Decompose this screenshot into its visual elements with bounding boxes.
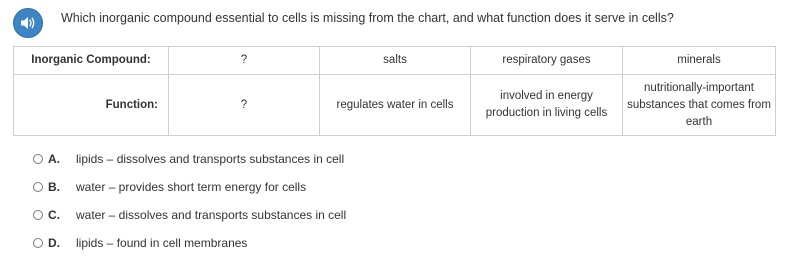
choice-text: water – provides short term energy for cells <box>76 180 307 194</box>
choice-letter: A. <box>48 152 60 166</box>
question-text: Which inorganic compound essential to cells is missing from the chart, and what function does it serve in cells? <box>61 11 674 25</box>
compound-cell: salts <box>320 47 471 75</box>
radio-button[interactable] <box>33 210 43 220</box>
audio-play-button[interactable] <box>13 8 43 38</box>
function-cell: involved in energy production in living cells <box>471 75 623 136</box>
function-cell: ? <box>169 75 320 136</box>
choice-letter: B. <box>48 180 60 194</box>
choice-text: water – dissolves and transports substances in cell <box>76 208 347 222</box>
choice-c[interactable] <box>33 201 346 229</box>
choice-d[interactable] <box>33 229 346 257</box>
radio-button[interactable] <box>33 238 43 248</box>
speaker-icon <box>19 15 37 31</box>
choice-text: lipids – found in cell membranes <box>76 236 248 250</box>
function-cell: nutritionally-important substances that comes from earth <box>623 75 776 136</box>
row-label-compound: Inorganic Compound: <box>14 47 169 75</box>
row-label-function: Function: <box>14 75 169 136</box>
choice-b[interactable] <box>33 173 346 201</box>
choice-text: lipids – dissolves and transports substances in cell <box>76 152 345 166</box>
choice-letter: C. <box>48 208 60 222</box>
radio-button[interactable] <box>33 182 43 192</box>
chart-row-compound <box>14 47 776 75</box>
answer-choices <box>33 145 346 257</box>
compound-cell: respiratory gases <box>471 47 623 75</box>
choice-a[interactable] <box>33 145 346 173</box>
compound-cell: minerals <box>623 47 776 75</box>
radio-button[interactable] <box>33 154 43 164</box>
function-cell: regulates water in cells <box>320 75 471 136</box>
choice-letter: D. <box>48 236 60 250</box>
compound-chart <box>13 46 776 136</box>
compound-cell: ? <box>169 47 320 75</box>
chart-row-function <box>14 75 776 136</box>
